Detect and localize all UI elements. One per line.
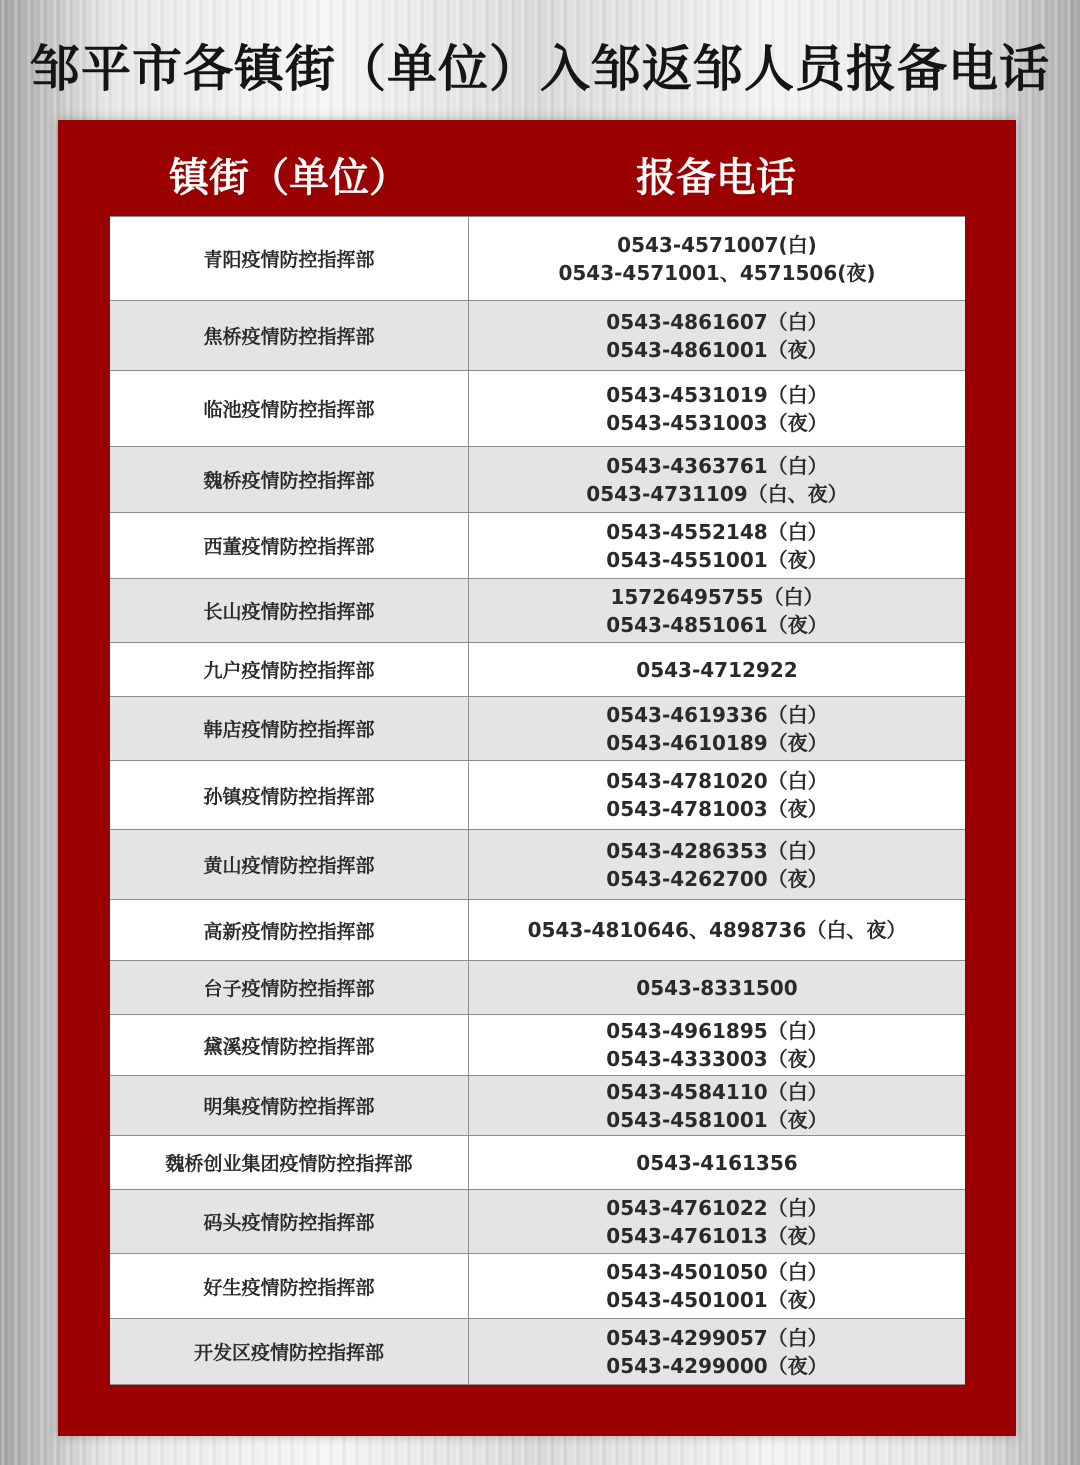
phone-number: 0543-4761013（夜）	[606, 1223, 828, 1248]
table-row	[110, 830, 965, 900]
phone-number: 15726495755（白）	[610, 584, 824, 609]
table-row	[110, 643, 965, 697]
phone-number: 0543-4531019（白）	[606, 382, 828, 407]
table-row	[110, 513, 965, 579]
phone-cell	[469, 1076, 966, 1136]
table-row	[110, 371, 965, 447]
unit-name: 焦桥疫情防控指挥部	[110, 301, 469, 371]
unit-name: 九户疫情防控指挥部	[110, 643, 469, 697]
unit-name: 黄山疫情防控指挥部	[110, 830, 469, 900]
unit-name: 开发区疫情防控指挥部	[110, 1319, 469, 1385]
phone-number: 0543-8331500	[636, 975, 798, 1000]
unit-name: 黛溪疫情防控指挥部	[110, 1015, 469, 1076]
table-row	[110, 1319, 965, 1385]
phone-number: 0543-4299000（夜）	[606, 1353, 828, 1378]
phone-number: 0543-4761022（白）	[606, 1195, 828, 1220]
phone-cell	[469, 579, 966, 643]
phone-cell	[469, 301, 966, 371]
column-header-unit: 镇街（单位）	[169, 154, 409, 201]
unit-name: 高新疫情防控指挥部	[110, 900, 469, 961]
table-row	[110, 1190, 965, 1254]
phone-number: 0543-4712922	[636, 657, 798, 682]
phone-number: 0543-4810646、4898736（白、夜）	[527, 918, 907, 942]
phone-number: 0543-4861001（夜）	[606, 337, 828, 362]
phone-cell	[469, 900, 966, 961]
phone-number: 0543-4299057（白）	[606, 1325, 828, 1350]
table-row	[110, 301, 965, 371]
unit-name: 青阳疫情防控指挥部	[110, 217, 469, 301]
phone-cell	[469, 447, 966, 513]
phone-number: 0543-4861607（白）	[606, 309, 828, 334]
phone-number: 0543-4161356	[636, 1150, 798, 1175]
table-row	[110, 1254, 965, 1319]
phone-number: 0543-4531003（夜）	[606, 410, 828, 435]
phone-cell	[469, 761, 966, 830]
phone-cell	[469, 371, 966, 447]
unit-name: 明集疫情防控指挥部	[110, 1076, 469, 1136]
phone-cell	[469, 961, 966, 1015]
unit-name: 好生疫情防控指挥部	[110, 1254, 469, 1319]
phone-number: 0543-4619336（白）	[606, 702, 828, 727]
table-row	[110, 1136, 965, 1190]
phone-number: 0543-4501001（夜）	[606, 1288, 828, 1312]
table-row	[110, 1015, 965, 1076]
unit-name: 魏桥创业集团疫情防控指挥部	[110, 1136, 469, 1190]
page-title: 邹平市各镇街（单位）入邹返邹人员报备电话	[30, 39, 1050, 98]
phone-number: 0543-4781003（夜）	[606, 797, 828, 821]
phone-number: 0543-4501050（白）	[606, 1260, 828, 1284]
phone-cell	[469, 513, 966, 579]
phone-number: 0543-4961895（白）	[606, 1019, 828, 1043]
table-row	[110, 697, 965, 761]
column-header-phone: 报备电话	[636, 154, 796, 201]
phone-number: 0543-4851061（夜）	[606, 612, 828, 637]
phone-cell	[469, 643, 966, 697]
unit-name: 临池疫情防控指挥部	[110, 371, 469, 447]
unit-name: 韩店疫情防控指挥部	[110, 697, 469, 761]
unit-name: 台子疫情防控指挥部	[110, 961, 469, 1015]
table-row	[110, 217, 965, 301]
contact-table	[110, 216, 965, 1385]
unit-name: 西董疫情防控指挥部	[110, 513, 469, 579]
phone-number: 0543-4610189（夜）	[606, 730, 828, 755]
table-row	[110, 900, 965, 961]
phone-cell	[469, 1015, 966, 1076]
phone-number: 0543-4551001（夜）	[606, 547, 828, 572]
phone-cell	[469, 217, 966, 301]
phone-cell	[469, 1190, 966, 1254]
phone-cell	[469, 1136, 966, 1190]
table-row	[110, 961, 965, 1015]
phone-number: 0543-4363761（白）	[606, 453, 828, 478]
unit-name: 魏桥疫情防控指挥部	[110, 447, 469, 513]
unit-name: 码头疫情防控指挥部	[110, 1190, 469, 1254]
phone-number: 0543-4731109（白、夜）	[586, 481, 848, 506]
phone-cell	[469, 697, 966, 761]
table-row	[110, 579, 965, 643]
phone-number: 0543-4581001（夜）	[606, 1107, 828, 1132]
unit-name: 孙镇疫情防控指挥部	[110, 761, 469, 830]
phone-cell	[469, 1319, 966, 1385]
phone-number: 0543-4262700（夜）	[606, 866, 828, 891]
phone-cell	[469, 830, 966, 900]
unit-name: 长山疫情防控指挥部	[110, 579, 469, 643]
table-row	[110, 761, 965, 830]
phone-cell	[469, 1254, 966, 1319]
phone-number: 0543-4333003（夜）	[606, 1047, 828, 1071]
phone-number: 0543-4571001、4571506(夜)	[558, 260, 876, 285]
phone-number: 0543-4571007(白)	[617, 232, 817, 257]
table-row	[110, 1076, 965, 1136]
phone-number: 0543-4552148（白）	[606, 519, 828, 544]
phone-number: 0543-4286353（白）	[606, 838, 828, 863]
table-header	[110, 140, 964, 216]
phone-number: 0543-4584110（白）	[606, 1079, 828, 1104]
table-row	[110, 447, 965, 513]
phone-number: 0543-4781020（白）	[606, 769, 828, 793]
